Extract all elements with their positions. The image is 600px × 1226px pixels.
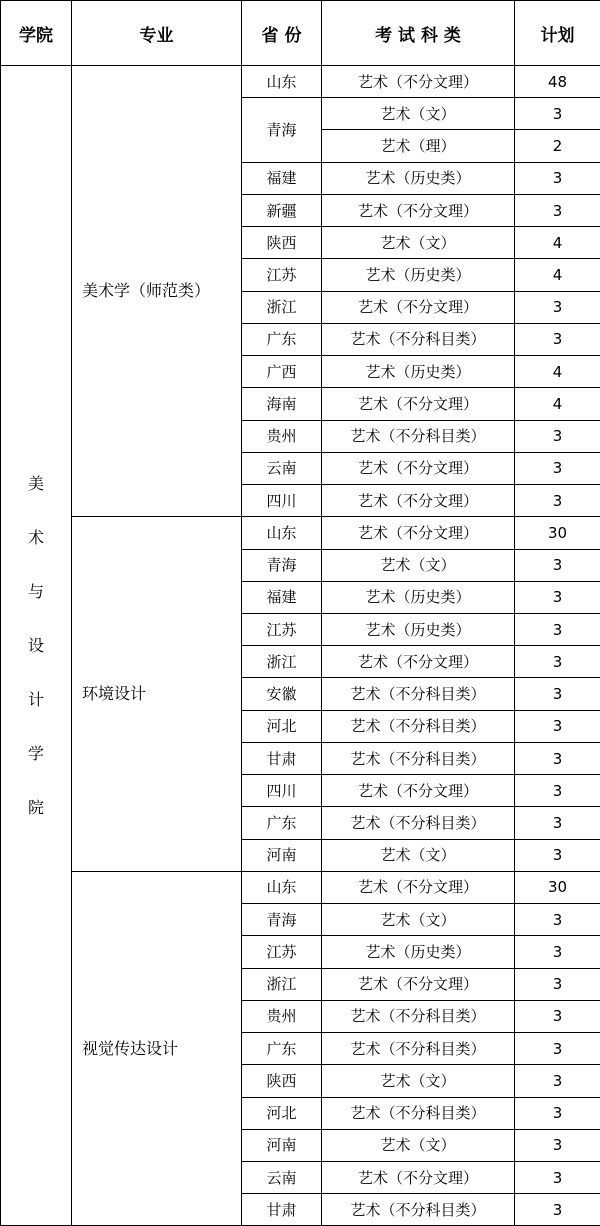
plan-cell: 3 [515, 291, 600, 323]
plan-cell: 3 [515, 98, 600, 130]
province-cell: 云南 [242, 452, 322, 484]
subject-cell: 艺术（理） [322, 130, 515, 162]
plan-cell: 4 [515, 388, 600, 420]
province-cell: 浙江 [242, 291, 322, 323]
plan-cell: 3 [515, 1097, 600, 1129]
plan-cell: 3 [515, 420, 600, 452]
province-cell: 新疆 [242, 194, 322, 226]
table-body [1, 66, 600, 1226]
header-college: 学院 [1, 1, 72, 66]
province-cell: 福建 [242, 162, 322, 194]
subject-cell: 艺术（历史类） [322, 259, 515, 291]
subject-cell: 艺术（不分文理） [322, 291, 515, 323]
plan-cell: 48 [515, 66, 600, 98]
plan-cell: 3 [515, 936, 600, 968]
subject-cell: 艺术（不分科目类） [322, 323, 515, 355]
plan-cell: 3 [515, 1033, 600, 1065]
major-name: 视觉传达设计 [72, 871, 242, 1226]
subject-cell: 艺术（历史类） [322, 162, 515, 194]
subject-cell: 艺术（文） [322, 904, 515, 936]
province-cell: 青海 [242, 904, 322, 936]
province-cell: 青海 [242, 549, 322, 581]
plan-cell: 3 [515, 323, 600, 355]
province-cell: 四川 [242, 775, 322, 807]
subject-cell: 艺术（文） [322, 839, 515, 871]
plan-cell: 3 [515, 613, 600, 645]
province-cell: 山东 [242, 66, 322, 98]
subject-cell: 艺术（不分文理） [322, 194, 515, 226]
province-cell: 山东 [242, 871, 322, 903]
subject-cell: 艺术（文） [322, 549, 515, 581]
province-cell: 江苏 [242, 613, 322, 645]
table-row [1, 871, 600, 903]
plan-cell: 3 [515, 1161, 600, 1193]
plan-cell: 3 [515, 678, 600, 710]
province-cell: 河南 [242, 1129, 322, 1161]
subject-cell: 艺术（不分文理） [322, 775, 515, 807]
plan-cell: 3 [515, 194, 600, 226]
table-row [1, 66, 600, 98]
subject-cell: 艺术（不分文理） [322, 452, 515, 484]
province-cell: 浙江 [242, 646, 322, 678]
plan-cell: 3 [515, 775, 600, 807]
plan-cell: 3 [515, 452, 600, 484]
subject-cell: 艺术（不分文理） [322, 388, 515, 420]
subject-cell: 艺术（不分文理） [322, 1161, 515, 1193]
plan-cell: 2 [515, 130, 600, 162]
plan-cell: 3 [515, 1194, 600, 1226]
table-row [1, 517, 600, 549]
subject-cell: 艺术（文） [322, 227, 515, 259]
province-cell: 河南 [242, 839, 322, 871]
plan-cell: 30 [515, 871, 600, 903]
province-cell: 贵州 [242, 1000, 322, 1032]
province-cell: 甘肃 [242, 742, 322, 774]
subject-cell: 艺术（不分科目类） [322, 1000, 515, 1032]
subject-cell: 艺术（不分科目类） [322, 420, 515, 452]
province-cell: 贵州 [242, 420, 322, 452]
province-cell: 广西 [242, 356, 322, 388]
header-plan: 计划 [515, 1, 600, 66]
subject-cell: 艺术（不分科目类） [322, 710, 515, 742]
subject-cell: 艺术（不分科目类） [322, 807, 515, 839]
subject-cell: 艺术（历史类） [322, 356, 515, 388]
college-cell [1, 66, 72, 1226]
subject-cell: 艺术（不分科目类） [322, 678, 515, 710]
subject-cell: 艺术（文） [322, 98, 515, 130]
province-cell: 河北 [242, 1097, 322, 1129]
subject-cell: 艺术（不分科目类） [322, 1097, 515, 1129]
plan-cell: 3 [515, 646, 600, 678]
subject-cell: 艺术（历史类） [322, 936, 515, 968]
subject-cell: 艺术（不分文理） [322, 66, 515, 98]
plan-cell: 3 [515, 1129, 600, 1161]
plan-cell: 4 [515, 356, 600, 388]
province-cell: 青海 [242, 98, 322, 162]
province-cell: 河北 [242, 710, 322, 742]
province-cell: 浙江 [242, 968, 322, 1000]
subject-cell: 艺术（历史类） [322, 581, 515, 613]
subject-cell: 艺术（文） [322, 1129, 515, 1161]
province-cell: 四川 [242, 485, 322, 517]
plan-cell: 3 [515, 549, 600, 581]
province-cell: 海南 [242, 388, 322, 420]
plan-cell: 4 [515, 259, 600, 291]
plan-cell: 3 [515, 742, 600, 774]
province-cell: 福建 [242, 581, 322, 613]
province-cell: 广东 [242, 323, 322, 355]
plan-cell: 3 [515, 1065, 600, 1097]
plan-cell: 3 [515, 485, 600, 517]
plan-cell: 3 [515, 839, 600, 871]
header-row [1, 1, 600, 66]
plan-cell: 3 [515, 904, 600, 936]
subject-cell: 艺术（不分科目类） [322, 742, 515, 774]
subject-cell: 艺术（文） [322, 1065, 515, 1097]
subject-cell: 艺术（不分文理） [322, 871, 515, 903]
header-major: 专业 [72, 1, 242, 66]
province-cell: 山东 [242, 517, 322, 549]
plan-cell: 3 [515, 968, 600, 1000]
province-cell: 江苏 [242, 936, 322, 968]
plan-cell: 3 [515, 581, 600, 613]
province-cell: 安徽 [242, 678, 322, 710]
header-province: 省 份 [242, 1, 322, 66]
subject-cell: 艺术（不分文理） [322, 968, 515, 1000]
province-cell: 广东 [242, 1033, 322, 1065]
subject-cell: 艺术（不分文理） [322, 517, 515, 549]
table-header [1, 1, 600, 66]
province-cell: 陕西 [242, 1065, 322, 1097]
major-name: 环境设计 [72, 517, 242, 872]
plan-cell: 4 [515, 227, 600, 259]
college-name: 美术与设计学院 [26, 457, 45, 835]
plan-cell: 30 [515, 517, 600, 549]
header-subject: 考 试 科 类 [322, 1, 515, 66]
plan-cell: 3 [515, 807, 600, 839]
subject-cell: 艺术（不分文理） [322, 646, 515, 678]
province-cell: 云南 [242, 1161, 322, 1193]
subject-cell: 艺术（历史类） [322, 613, 515, 645]
province-cell: 甘肃 [242, 1194, 322, 1226]
province-cell: 广东 [242, 807, 322, 839]
plan-cell: 3 [515, 710, 600, 742]
province-cell: 陕西 [242, 227, 322, 259]
subject-cell: 艺术（不分文理） [322, 485, 515, 517]
major-name: 美术学（师范类） [72, 66, 242, 517]
subject-cell: 艺术（不分科目类） [322, 1033, 515, 1065]
plan-cell: 3 [515, 162, 600, 194]
subject-cell: 艺术（不分科目类） [322, 1194, 515, 1226]
plan-cell: 3 [515, 1000, 600, 1032]
province-cell: 江苏 [242, 259, 322, 291]
